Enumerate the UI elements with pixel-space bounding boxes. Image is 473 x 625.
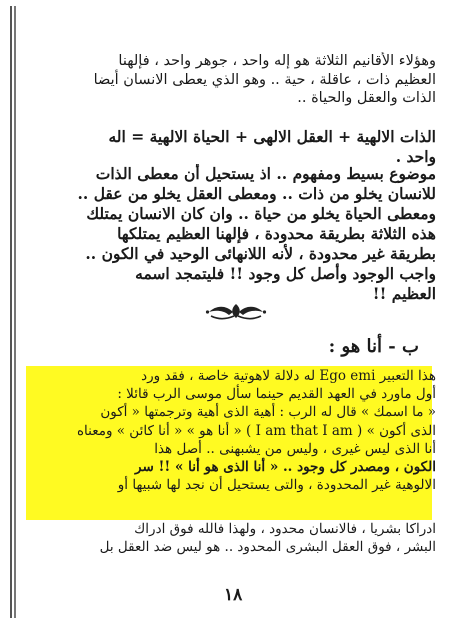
text-line: هذا التعبير Ego emi له دلالة لاهوتية خاصة ، فقد ورد (141, 368, 436, 384)
paragraph-explanation (38, 164, 436, 304)
page-edge (10, 6, 16, 618)
floral-ornament-icon (205, 300, 267, 322)
paragraph-trinity-intro (38, 52, 436, 108)
text-line: الذات الالهية + العقل الالهى + الحياة الالهية = اله (108, 127, 436, 146)
paragraph-human-limits (38, 520, 436, 556)
text-line: موضوع بسيط ومفهوم .. اذ يستحيل أن معطى الذات (95, 164, 436, 183)
text-line: الالوهية غير المحدودة ، والتى يستحيل أن نجد لها شبيها أو (117, 477, 436, 494)
text-line: أول ماورد في العهد القديم حينما سأل موسى الرب قائلا : (117, 386, 436, 403)
page-number: ١٨ (224, 585, 243, 605)
text-line: البشر ، فوق العقل البشرى المحدود .. هو ليس ضد العقل بل (99, 539, 436, 555)
text-line: وهؤلاء الأقانيم الثلاثة هو إله واحد ، جوهر واحد ، فإلهنا (118, 53, 436, 69)
text-line: الذى أكون » ( I am that I am ) « أنا هو » « أنا كائن » ومعناه (76, 422, 436, 439)
text-line: الكون ، ومصدر كل وجود .. « أنا الذى هو أنا » !! سر (135, 459, 436, 476)
text-line: ومعطى الحياة يخلو من حياة .. وان كان الانسان يمتلك (86, 204, 436, 223)
paragraph-ego-emi (38, 367, 436, 494)
section-heading: ب - أنا هو : (328, 336, 419, 357)
text-line: العظيم ذات ، عاقلة ، حية .. وهو الذي يعطى الانسان أيضا (93, 71, 436, 88)
text-line: أنا الذى ليس غيرى ، وليس من يشبهنى .. أصل هذا (154, 440, 436, 457)
text-line: بطريقة غير محدودة ، لأنه اللانهائى الوحيد في الكون .. (85, 244, 436, 263)
text-line: « ما اسمك » قال له الرب : أهية الذى أهية وترجمتها « أكون (100, 404, 436, 421)
text-line: ادراكا بشريا ، فالانسان محدود ، ولهذا فالله فوق ادراك (134, 521, 436, 537)
text-line: واحد . (395, 147, 436, 166)
text-line: واجب الوجود وأصل كل وجود !! فليتمجد اسمه (135, 264, 436, 283)
text-line: هذه الثلاثة بطريقة محدودة ، فإلهنا العظيم يمتلكها (117, 224, 436, 243)
text-line: للانسان يخلو من ذات .. ومعطى العقل يخلو من عقل .. (77, 184, 436, 203)
text-line: الذات والعقل والحياة .. (297, 90, 436, 106)
text-line: العظيم !! (372, 284, 436, 303)
paragraph-formula (38, 127, 436, 167)
